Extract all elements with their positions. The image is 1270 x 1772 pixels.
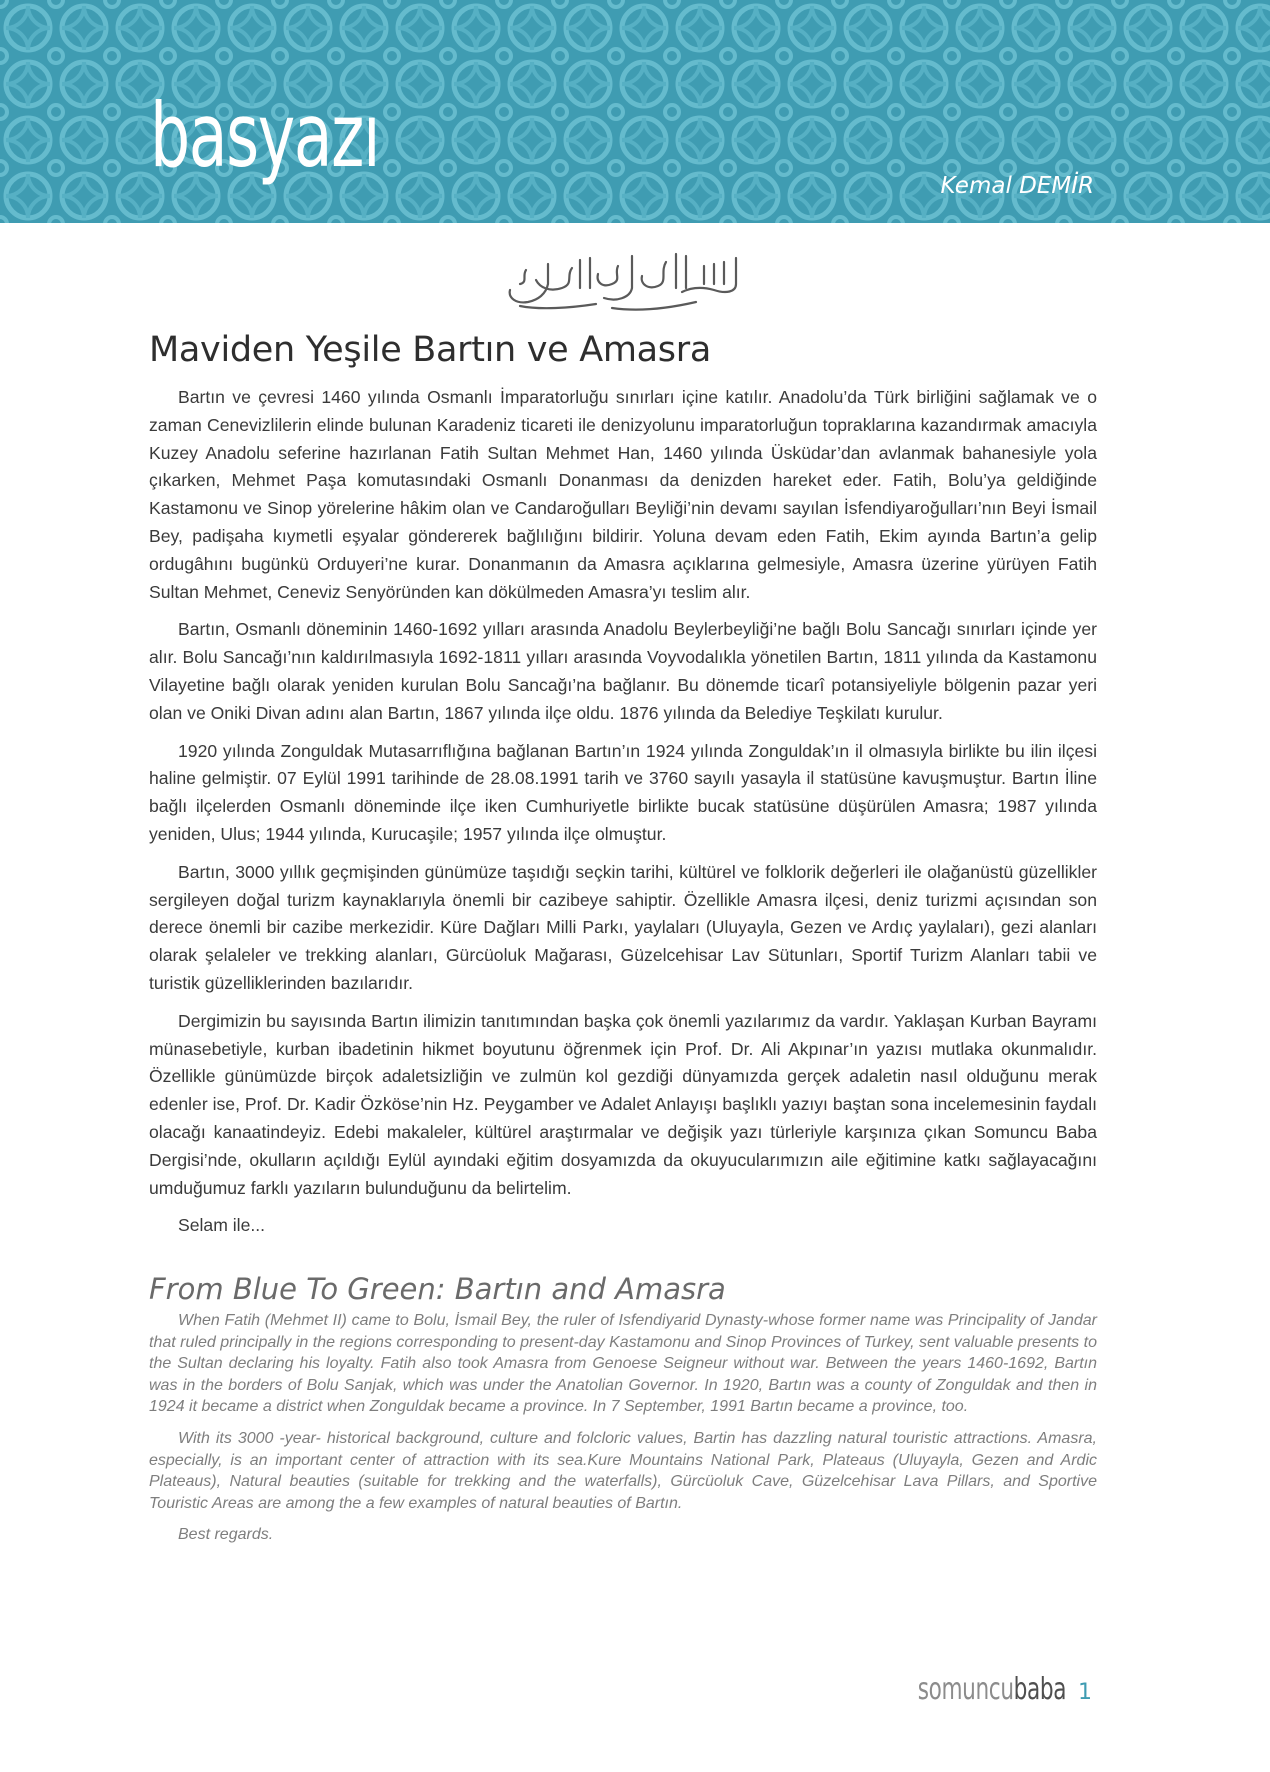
english-title: From Blue To Green: Bartın and Amasra xyxy=(149,1272,726,1307)
brand-part-1: somuncu xyxy=(917,1672,1014,1707)
article-paragraph: Bartın, 3000 yıllık geçmişinden günümüze taşıdığı seçkin tarihi, kültürel ve folklorik değerleri ile olağanüstü güzellikler sergileyen doğal turizm kaynaklarıyla önemli bir cazibeye sahiptir. Özellikle Amasra ilçesi, deniz turizmi açısından son derece önemli bir cazibe merkezidir. Küre Dağları Milli Parkı, yaylaları (Uluyayla, Gezen ve Ardıç yaylaları), gezi alanları olarak şelaleler ve trekking alanları, Gürcüoluk Mağarası, Güzelcehisar Lav Sütunları, Sportif Turizm Alanları tabii ve turistik güzelliklerinden bazılarıdır. xyxy=(149,861,1097,993)
article-content xyxy=(149,330,1097,1546)
english-summary xyxy=(149,1272,1097,1546)
brand-part-2: baba xyxy=(1013,1672,1066,1707)
header-banner xyxy=(0,0,1270,223)
turkish-article xyxy=(149,330,1097,1240)
author-name: Kemal DEMİR xyxy=(940,173,1094,199)
english-closing: Best regards. xyxy=(178,1526,274,1544)
article-paragraph: 1920 yılında Zonguldak Mutasarrıflığına bağlanan Bartın’ın 1924 yılında Zonguldak’ın il olmasıyla birlikte bu ilin ilçesi haline gelmiştir. 07 Eylül 1991 tarihinde de 28.08.1991 tarih ve 3760 sayılı yasayla il statüsüne kavuşmuştur. Bartın İline bağlı ilçelerden Osmanlı döneminde ilçe iken Cumhuriyetle birlikte bucak statüsüne düşürülen Amasra; 1987 yılında yeniden, Ulus; 1944 yılında, Kurucaşile; 1957 yılında ilçe olmuştur. xyxy=(149,740,1097,844)
english-paragraph: With its 3000 -year- historical background, culture and folcloric values, Bartin has dazzling natural touristic attractions. Amasra, especially, is an important center of attraction with its sea.Kure Mountains National Park, Plateaus (Uluyayla, Gezen and Ardic Plateaus), Natural beauties (suitable for trekking and the waterfalls), Gürcüoluk Cave, Güzelcehisar Lava Pillars, and Sportive Touristic Areas are among the a few examples of natural beauties of Bartın. xyxy=(149,1430,1097,1512)
article-title: Maviden Yeşile Bartın ve Amasra xyxy=(149,330,711,370)
magazine-brand xyxy=(918,1672,1066,1707)
page-footer xyxy=(860,1672,1092,1707)
page-number: 1 xyxy=(1078,1680,1092,1705)
basmala-calligraphy xyxy=(500,244,750,316)
article-closing: Selam ile... xyxy=(178,1215,266,1236)
article-paragraph: Bartın ve çevresi 1460 yılında Osmanlı İmparatorluğu sınırları içine katılır. Anadolu’da Türk birliğini sağlamak ve o zaman Cenevizlilerin elinde bulunan Karadeniz ticareti ile denizyolunu imparatorluğun topraklarına kazandırmak amacıyla Kuzey Anadolu seferine hazırlanan Fatih Sultan Mehmet Han, 1460 yılında Üsküdar’dan avlanmak bahanesiyle yola çıkarken, Mehmet Paşa komutasındaki Osmanlı Donanması da denizden hareket eder. Fatih, Bolu’ya geldiğinde Kastamonu ve Sinop yörelerine hâkim olan ve Candaroğulları Beyliği’nin devamı sayılan İsfendiyaroğulları’nın Beyi İsmail Bey, padişaha kıymetli eşyalar göndererek bağlılığını bildirir. Yoluna devam eden Fatih, Ekim ayında Bartın’a gelip ordugâhını bugünkü Orduyeri’ne kurar. Donanmanın da Amasra açıklarına gelmesiyle, Amasra üzerine yürüyen Fatih Sultan Mehmet, Ceneviz Senyöründen kan dökülmeden Amasra’yı teslim alır. xyxy=(149,387,1097,602)
english-paragraph: When Fatih (Mehmet II) came to Bolu, İsmail Bey, the ruler of Isfendiyarid Dynasty-whose former name was Principality of Jandar that ruled principally in the regions corresponding to present-day Kastamonu and Sinop Provinces of Turkey, sent valuable presents to the Sultan declaring his loyalty. Fatih also took Amasra from Genoese Seigneur without war. Between the years 1460-1692, Bartın was in the borders of Bolu Sanjak, which was under the Anatolian Governor. In 1920, Bartın was a county of Zonguldak and then in 1924 it became a district when Zonguldak became a province. In 7 September, 1991 Bartın became a province, too. xyxy=(149,1312,1097,1416)
section-title: basyazı xyxy=(150,84,380,187)
article-paragraph: Dergimizin bu sayısında Bartın ilimizin tanıtımından başka çok önemli yazılarımız da vardır. Yaklaşan Kurban Bayramı münasebetiyle, kurban ibadetinin hikmet boyutunu öğrenmek için Prof. Dr. Ali Akpınar’ın yazısı mutlaka okunmalıdır. Özellikle günümüzde birçok adaletsizliğin ve zulmün kol gezdiği dünyamızda gerçek adaletin nasıl olduğunu merak edenler ise, Prof. Dr. Kadir Özköse’nin Hz. Peygamber ve Adalet Anlayışı başlıklı yazıyı baştan sona incelemesinin faydalı olacağı kanaatindeyiz. Edebi makaleler, kültürel araştırmalar ve değişik yazı türleriyle karşınıza çıkan Somuncu Baba Dergisi’nde, okulların açıldığı Eylül ayındaki eğitim dosyamızda da okuyucularımızın aile eğitimine katkı sağlayacağını umduğumuz farklı yazıların bulunduğunu da belirtelim. xyxy=(149,1010,1097,1198)
article-paragraph: Bartın, Osmanlı döneminin 1460-1692 yılları arasında Anadolu Beylerbeyliği’ne bağlı Bolu Sancağı sınırları içinde yer alır. Bolu Sancağı’nın kaldırılmasıyla 1692-1811 yılları arasında Voyvodalıkla yönetilen Bartın, 1811 yılında da Kastamonu Vilayetine bağlı olarak yeniden kurulan Bolu Sancağı’na bağlanır. Bu dönemde ticarî potansiyeliyle bölgenin pazar yeri olan ve Oniki Divan adını alan Bartın, 1867 yılında ilçe oldu. 1876 yılında da Belediye Teşkilatı kurulur. xyxy=(149,619,1097,723)
